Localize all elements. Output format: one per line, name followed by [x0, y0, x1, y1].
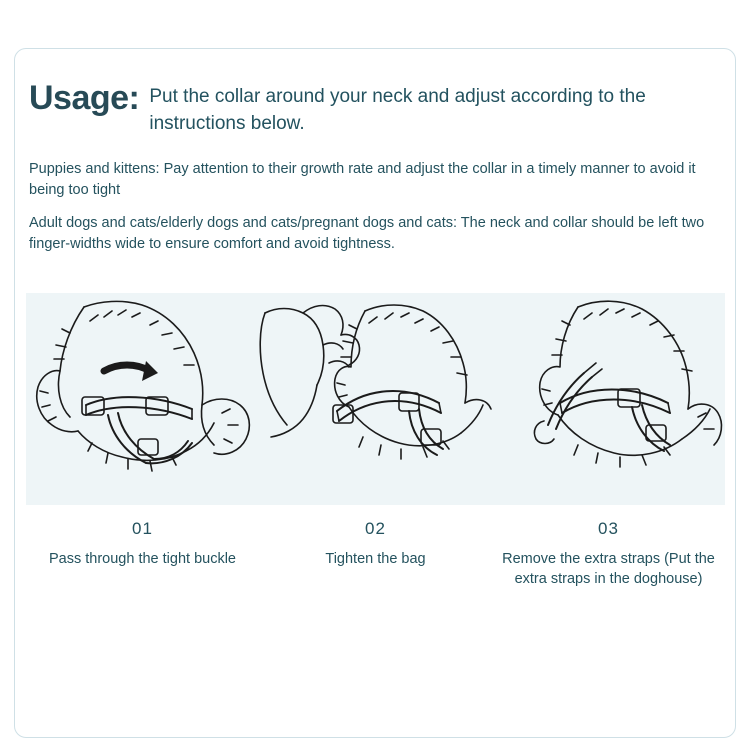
step-caption-2: Tighten the bag [325, 551, 426, 567]
dog-collar-step-2-illustration [259, 293, 492, 505]
step-number-2: 02 [365, 519, 386, 538]
usage-lead-text: Put the collar around your neck and adjust according to the instructions below. [149, 86, 646, 134]
usage-paragraph-puppies: Puppies and kittens: Pay attention to their growth rate and adjust the collar in a timely manner to avoid it being too tight [29, 161, 696, 198]
step-figure-1 [26, 293, 259, 589]
usage-paragraph-adults: Adult dogs and cats/elderly dogs and cats/pregnant dogs and cats: The neck and collar should be left two finger-widths wide to ensure comfort and avoid tightness. [29, 215, 705, 252]
step-figure-2 [259, 293, 492, 589]
usage-header [29, 79, 719, 137]
instructions-card [14, 48, 736, 738]
steps-gallery [26, 293, 726, 589]
usage-body [29, 159, 723, 267]
dog-collar-step-3-illustration [492, 293, 725, 505]
step-number-3: 03 [598, 519, 619, 538]
step-caption-1: Pass through the tight buckle [48, 551, 236, 567]
step-figure-3 [492, 293, 725, 589]
step-caption-3: Remove the extra straps (Put the extra straps in the doghouse) [502, 551, 715, 587]
page-title: Usage: [29, 79, 140, 117]
step-number-1: 01 [132, 519, 153, 538]
dog-collar-step-1-illustration [26, 293, 259, 505]
